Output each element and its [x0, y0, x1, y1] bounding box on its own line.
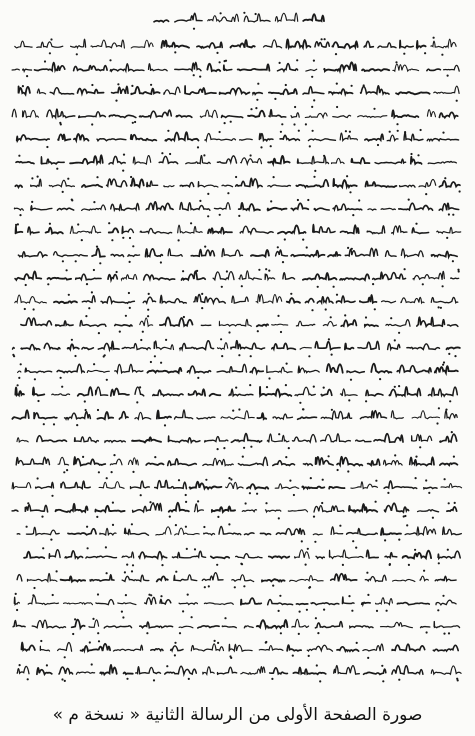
manuscript-text-line: [12, 59, 459, 78]
figure-caption: صورة الصفحة الأولى من الرسالة الثانية « نسخة م »: [52, 705, 423, 725]
manuscript-text-line: [18, 361, 458, 381]
manuscript-text-line: [16, 454, 457, 473]
manuscript-text-line: [13, 616, 460, 635]
manuscript-text-line: [22, 640, 459, 659]
manuscript-text-line: [12, 477, 462, 497]
manuscript-text-line: [17, 570, 456, 590]
manuscript-text-line: [15, 222, 461, 241]
manuscript-text-line: [12, 106, 458, 126]
manuscript-text-line: [21, 314, 458, 334]
manuscript-text-line: [15, 175, 460, 195]
manuscript-heading-line: [154, 12, 324, 30]
manuscript-text-line: [12, 407, 457, 426]
manuscript-text-line: [15, 291, 458, 311]
manuscript-handwriting: [4, 4, 471, 692]
manuscript-text-line: [12, 500, 457, 519]
manuscript-text-line: [17, 431, 457, 450]
manuscript-text-line: [15, 268, 460, 288]
manuscript-text-line: [17, 663, 461, 682]
manuscript-text-line: [17, 129, 459, 149]
manuscript-text-line: [14, 593, 456, 613]
manuscript-text-line: [17, 523, 461, 543]
manuscript-text-line: [15, 37, 456, 56]
manuscript-text-line: [16, 152, 456, 172]
manuscript-text-line: [18, 245, 457, 264]
manuscript-text-line: [12, 338, 460, 357]
manuscript-page-image: [4, 4, 471, 692]
manuscript-text-line: [19, 83, 460, 102]
manuscript-text-line: [15, 384, 457, 404]
manuscript-text-line: [24, 546, 460, 566]
manuscript-text-line: [14, 199, 458, 218]
